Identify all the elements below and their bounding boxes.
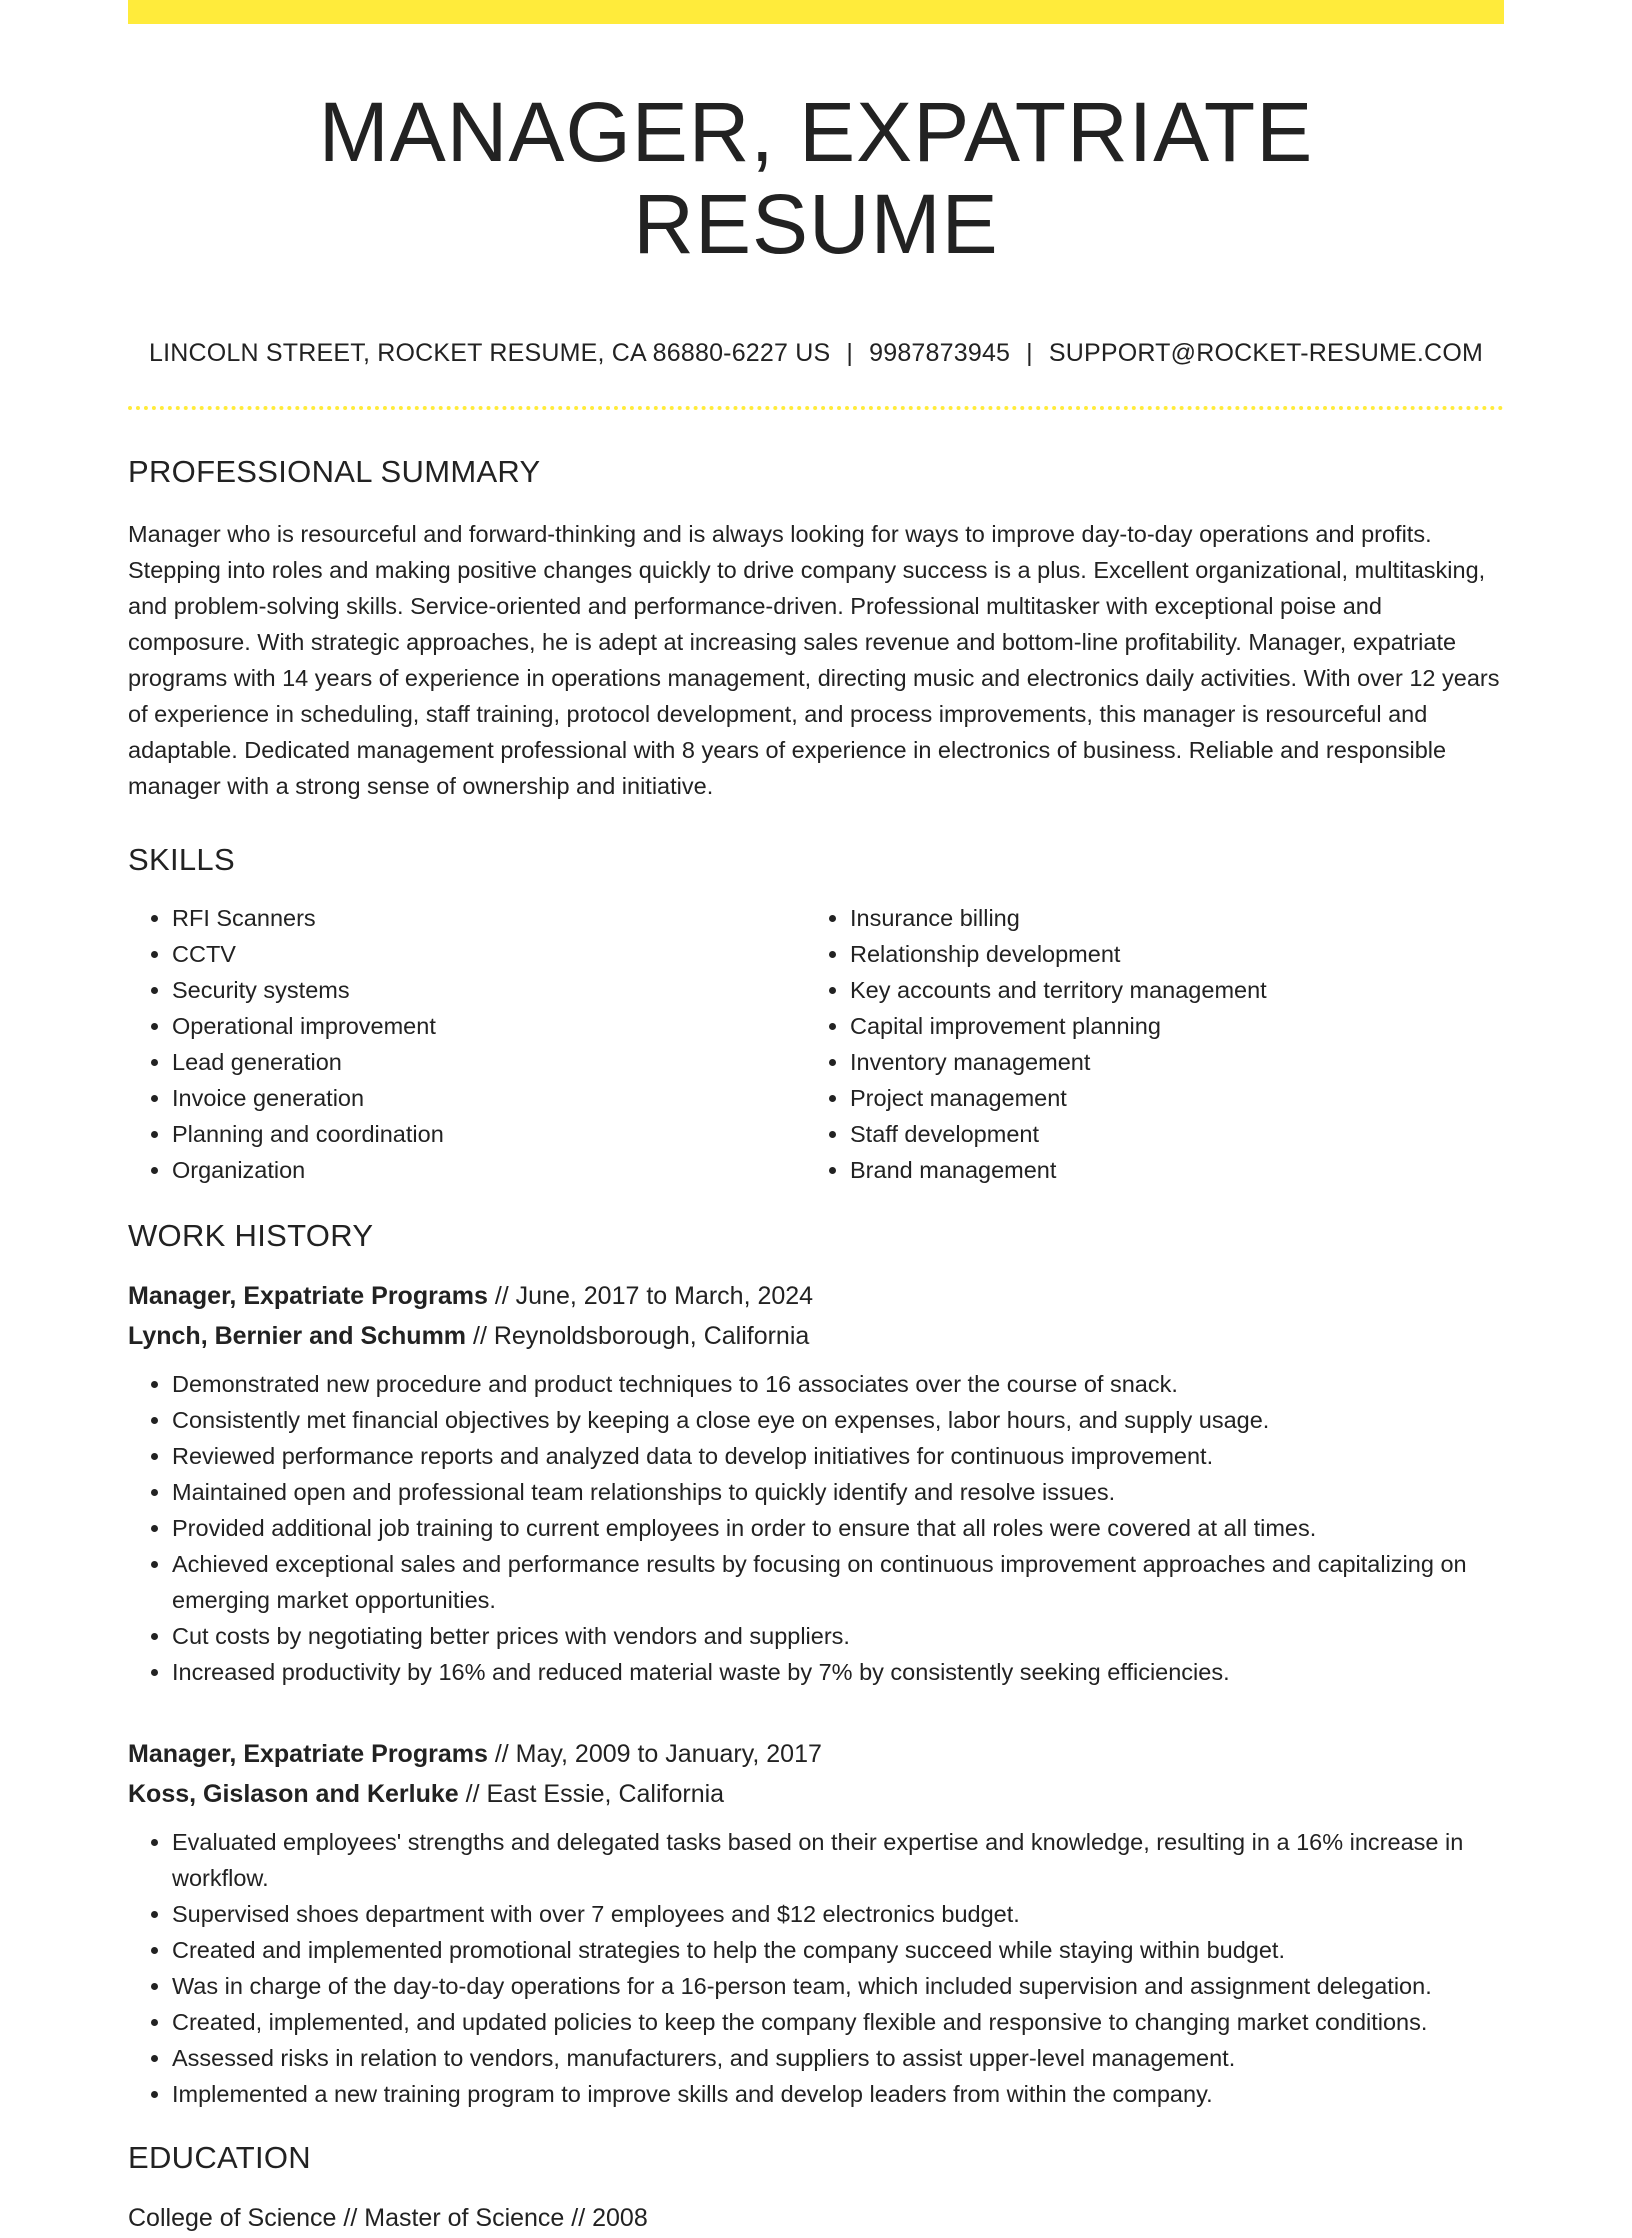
education-line: College of Science // Master of Science // 2008 — [128, 2203, 648, 2232]
skill-item: • Brand management — [850, 1152, 1484, 1188]
job-bullets — [128, 1366, 1504, 1690]
contact-separator: | — [846, 338, 854, 367]
job-bullet: • Created, implemented, and updated policies to keep the company flexible and responsive to changing market conditions. — [172, 2004, 1504, 2040]
job-bullet: • Was in charge of the day-to-day operations for a 16-person team, which included supervision and assignment delegation. — [172, 1968, 1504, 2004]
job-company: Lynch, Bernier and Schumm — [128, 1321, 467, 1350]
summary-text: Manager who is resourceful and forward-thinking and is always looking for ways to improve day-to-day operations and profits. Stepping into roles and making positive changes quickly to drive company success is a plus. Excellent organizational, multitasking, and problem-solving skills. Service-oriented and performance-driven. Professional multitasker with exceptional poise and composure. With strategic approaches, he is adept at increasing sales revenue and bottom-line profitability. Manager, expatriate programs with 14 years of experience in operations management, directing music and electronics daily activities. With over 12 years of experience in scheduling, staff training, protocol development, and process improvements, this manager is resourceful and adaptable. Dedicated management professional with 8 years of experience in electronics of business. Reliable and responsible manager with a strong sense of ownership and initiative. — [128, 520, 1500, 799]
job-bullet: • Consistently met financial objectives by keeping a close eye on expenses, labor hours, and supply usage. — [172, 1402, 1504, 1438]
skill-item: • RFI Scanners — [172, 900, 806, 936]
job-bullet: • Increased productivity by 16% and reduced material waste by 7% by consistently seeking efficiencies. — [172, 1654, 1504, 1690]
job-bullet: • Supervised shoes department with over 7 employees and $12 electronics budget. — [172, 1896, 1504, 1932]
skill-item: • Security systems — [172, 972, 806, 1008]
skill-item: • Insurance billing — [850, 900, 1484, 936]
skill-item: • Project management — [850, 1080, 1484, 1116]
job-bullet: • Implemented a new training program to improve skills and develop leaders from within the company. — [172, 2076, 1504, 2112]
job-dates: // May, 2009 to January, 2017 — [487, 1739, 822, 1768]
resume-title: MANAGER, EXPATRIATE RESUME — [318, 85, 1314, 272]
job-location: // Reynoldsborough, California — [466, 1321, 810, 1350]
job-bullet: • Achieved exceptional sales and performance results by focusing on continuous improvement approaches and capitalizing on emerging market opportunities. — [172, 1546, 1504, 1618]
contact-line — [128, 339, 1504, 368]
work-history-heading: WORK HISTORY — [128, 1217, 374, 1253]
job-bullet: • Demonstrated new procedure and product techniques to 16 associates over the course of snack. — [172, 1366, 1504, 1402]
job-bullet: • Reviewed performance reports and analyzed data to develop initiatives for continuous improvement. — [172, 1438, 1504, 1474]
skill-item: • Organization — [172, 1152, 806, 1188]
resume-page — [128, 0, 1504, 2238]
skills-column-right — [806, 900, 1484, 1188]
job-bullets — [128, 1824, 1504, 2112]
education-heading: EDUCATION — [128, 2139, 311, 2175]
job-bullet: • Assessed risks in relation to vendors, manufacturers, and suppliers to assist upper-level management. — [172, 2040, 1504, 2076]
job-title-line — [128, 1734, 1504, 1774]
skill-item: • Capital improvement planning — [850, 1008, 1484, 1044]
skill-item: • Inventory management — [850, 1044, 1484, 1080]
skills-heading: SKILLS — [128, 841, 235, 877]
skill-item: • Relationship development — [850, 936, 1484, 972]
skill-item: • Invoice generation — [172, 1080, 806, 1116]
top-accent-bar — [128, 0, 1504, 24]
skill-item: • Staff development — [850, 1116, 1484, 1152]
skills-list — [128, 900, 1504, 1188]
skill-item: • Planning and coordination — [172, 1116, 806, 1152]
skills-column-left — [128, 900, 806, 1188]
job-bullet: • Maintained open and professional team relationships to quickly identify and resolve issues. — [172, 1474, 1504, 1510]
job-bullet: • Created and implemented promotional strategies to help the company succeed while staying within budget. — [172, 1932, 1504, 1968]
skill-item: • Operational improvement — [172, 1008, 806, 1044]
job-title-line — [128, 1276, 1504, 1316]
dotted-divider — [128, 406, 1504, 410]
summary-heading: PROFESSIONAL SUMMARY — [128, 453, 541, 489]
job-company: Koss, Gislason and Kerluke — [128, 1779, 459, 1808]
contact-phone: 9987873945 — [869, 338, 1011, 367]
job-dates: // June, 2017 to March, 2024 — [487, 1281, 814, 1310]
job-role: Manager, Expatriate Programs — [128, 1739, 488, 1768]
skill-item: • Lead generation — [172, 1044, 806, 1080]
skill-item: • Key accounts and territory management — [850, 972, 1484, 1008]
skill-item: • CCTV — [172, 936, 806, 972]
job-bullet: • Evaluated employees' strengths and delegated tasks based on their expertise and knowledge, resulting in a 16% increase in workflow. — [172, 1824, 1504, 1896]
job-bullet: • Provided additional job training to current employees in order to ensure that all roles were covered at all times. — [172, 1510, 1504, 1546]
job-role: Manager, Expatriate Programs — [128, 1281, 488, 1310]
job-company-line — [128, 1316, 1504, 1356]
job-bullet: • Cut costs by negotiating better prices with vendors and suppliers. — [172, 1618, 1504, 1654]
contact-address: LINCOLN STREET, ROCKET RESUME, CA 86880-6227 US — [149, 338, 831, 367]
job-location: // East Essie, California — [458, 1779, 725, 1808]
contact-email: SUPPORT@ROCKET-RESUME.COM — [1048, 338, 1483, 367]
contact-separator: | — [1026, 338, 1033, 367]
job-company-line — [128, 1774, 1504, 1814]
